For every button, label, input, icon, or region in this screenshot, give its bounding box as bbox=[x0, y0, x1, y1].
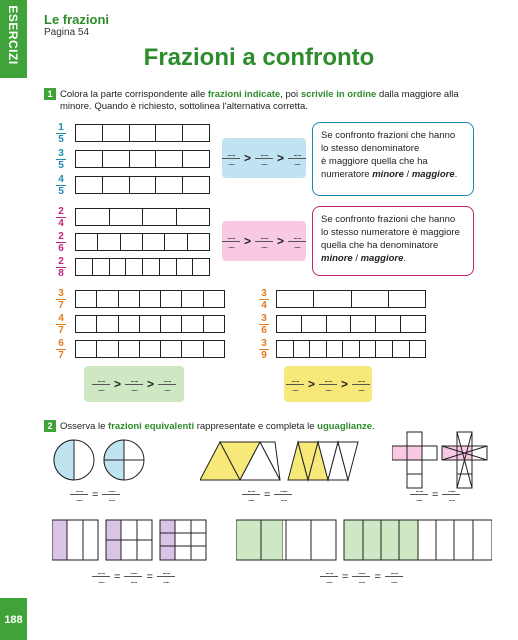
rule-note-same-numerator: Se confronto frazioni che hanno lo stesso numeratore è maggiore quella che ha denominatore minore / maggiore. bbox=[312, 206, 474, 276]
equality-1[interactable] bbox=[70, 486, 120, 503]
answer-slot[interactable]: ...... ..... bbox=[255, 233, 273, 250]
gt-sign: > bbox=[243, 151, 251, 165]
eq-sign: = bbox=[374, 570, 381, 583]
answer-slot[interactable]: ...... ..... bbox=[125, 376, 143, 393]
fraction-strip[interactable] bbox=[276, 315, 426, 333]
fraction-strip[interactable] bbox=[75, 340, 225, 358]
gt-sign: > bbox=[243, 234, 251, 248]
fraction-strip[interactable] bbox=[75, 315, 225, 333]
gt-sign: > bbox=[276, 234, 284, 248]
answer-slot[interactable]: ...... ..... bbox=[274, 486, 292, 503]
cross-shapes bbox=[392, 430, 492, 490]
fraction-2-8: 2 8 bbox=[55, 256, 67, 279]
eq-sign: = bbox=[264, 488, 271, 501]
gt-sign: > bbox=[341, 377, 349, 391]
fraction-strip[interactable] bbox=[75, 258, 210, 276]
ex1-instruction bbox=[44, 88, 484, 113]
answer-slot[interactable]: ...... ..... bbox=[352, 568, 370, 585]
ex1-text-b: frazioni indicate bbox=[207, 89, 281, 100]
fraction-strip[interactable] bbox=[75, 233, 210, 251]
eq-sign: = bbox=[146, 570, 153, 583]
fraction-strip[interactable] bbox=[75, 176, 210, 194]
eq-sign: = bbox=[342, 570, 349, 583]
equality-3[interactable] bbox=[410, 486, 460, 503]
fraction-strip[interactable] bbox=[75, 124, 210, 142]
eq-sign: = bbox=[114, 570, 121, 583]
fraction-4-7: 4 7 bbox=[55, 313, 67, 336]
ex1-text-f: minore. Quando è richiesto, sottolinea l'alternativa corretta. bbox=[60, 101, 308, 112]
answer-slot[interactable]: ...... ..... bbox=[158, 376, 176, 393]
compare-box[interactable] bbox=[222, 221, 306, 261]
answer-slot[interactable]: ...... ..... bbox=[286, 376, 304, 393]
gt-sign: > bbox=[147, 377, 155, 391]
answer-slot[interactable]: ...... ..... bbox=[288, 233, 306, 250]
fraction-strip[interactable] bbox=[75, 290, 225, 308]
answer-slot[interactable]: ...... ..... bbox=[385, 568, 403, 585]
answer-slot[interactable]: ...... ..... bbox=[92, 568, 110, 585]
rule-note-same-denominator: Se confronto frazioni che hanno lo stesso denominatore è maggiore quella che ha numeratore minore / maggiore. bbox=[312, 122, 474, 196]
eq-sign: = bbox=[92, 488, 99, 501]
answer-slot[interactable]: ...... ..... bbox=[222, 150, 240, 167]
triangle-strips bbox=[200, 440, 360, 484]
wavy-strips bbox=[236, 518, 492, 564]
fraction-strip[interactable] bbox=[75, 208, 210, 226]
fraction-6-7: 6 7 bbox=[55, 338, 67, 361]
eq-sign: = bbox=[432, 488, 439, 501]
answer-slot[interactable]: ...... ..... bbox=[319, 376, 337, 393]
answer-slot[interactable]: ...... ..... bbox=[70, 486, 88, 503]
page-ref: Pagina 54 bbox=[44, 27, 90, 38]
gt-sign: > bbox=[276, 151, 284, 165]
page-title: Frazioni a confronto bbox=[143, 44, 375, 71]
ex1-number: 1 bbox=[44, 88, 56, 100]
fraction-strip[interactable] bbox=[276, 340, 426, 358]
fraction-3-9: 3 9 bbox=[258, 338, 270, 361]
compare-box[interactable] bbox=[222, 138, 306, 178]
circle-halves-and-quarters bbox=[52, 438, 152, 484]
fraction-3-5: 3 5 bbox=[55, 148, 67, 171]
ex1-text-d: scrivile in ordine bbox=[300, 89, 377, 100]
equality-2[interactable] bbox=[242, 486, 292, 503]
answer-slot[interactable]: ...... ..... bbox=[102, 486, 120, 503]
fraction-strip[interactable] bbox=[75, 150, 210, 168]
fraction-3-7: 3 7 bbox=[55, 288, 67, 311]
answer-slot[interactable]: ...... ..... bbox=[92, 376, 110, 393]
fraction-2-4: 2 4 bbox=[55, 206, 67, 229]
ex2-instruction: 2 Osserva le frazioni equivalenti rappresentate e completa le uguaglianze. bbox=[44, 420, 484, 433]
ex1-text-e: dalla maggiore alla bbox=[376, 89, 459, 100]
fraction-strip[interactable] bbox=[276, 290, 426, 308]
answer-slot[interactable]: ...... ..... bbox=[442, 486, 460, 503]
compare-box[interactable] bbox=[284, 366, 372, 402]
unit-title: Le frazioni bbox=[44, 12, 110, 27]
ex1-text-a: Colora la parte corrispondente alle bbox=[60, 89, 208, 100]
rectangle-grids bbox=[52, 518, 222, 564]
answer-slot[interactable]: ...... ..... bbox=[124, 568, 142, 585]
ex2-number: 2 bbox=[44, 420, 56, 432]
answer-slot[interactable]: ...... ..... bbox=[410, 486, 428, 503]
answer-slot[interactable]: ...... ..... bbox=[242, 486, 260, 503]
fraction-4-5: 4 5 bbox=[55, 174, 67, 197]
compare-box[interactable] bbox=[84, 366, 184, 402]
answer-slot[interactable]: ...... ..... bbox=[157, 568, 175, 585]
equality-5[interactable] bbox=[320, 568, 403, 585]
fraction-1-5: 1 5 bbox=[55, 122, 67, 145]
side-label: ESERCIZI bbox=[6, 5, 20, 65]
equality-4[interactable] bbox=[92, 568, 175, 585]
answer-slot[interactable]: ...... ..... bbox=[222, 233, 240, 250]
gt-sign: > bbox=[113, 377, 121, 391]
fraction-3-4: 3 4 bbox=[258, 288, 270, 311]
ex1-text-c: , poi bbox=[280, 89, 301, 100]
gt-sign: > bbox=[307, 377, 315, 391]
answer-slot[interactable]: ...... ..... bbox=[320, 568, 338, 585]
answer-slot[interactable]: ...... ..... bbox=[288, 150, 306, 167]
fraction-3-6: 3 6 bbox=[258, 313, 270, 336]
page-number: 188 bbox=[4, 614, 23, 626]
answer-slot[interactable]: ...... ..... bbox=[255, 150, 273, 167]
fraction-2-6: 2 6 bbox=[55, 231, 67, 254]
answer-slot[interactable]: ...... ..... bbox=[352, 376, 370, 393]
